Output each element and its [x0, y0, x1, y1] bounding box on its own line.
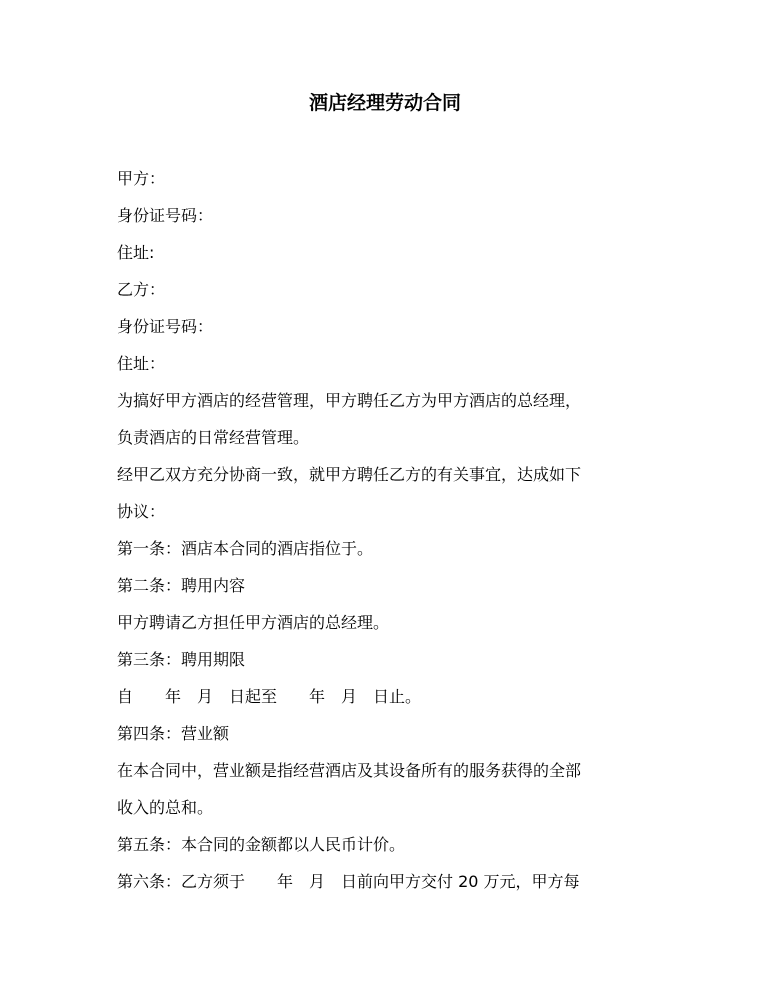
party-a-label: 甲方： [117, 169, 166, 188]
article-3-heading: 第三条：聘用期限 [117, 650, 246, 669]
paragraph-line: 协议： [117, 502, 166, 521]
paragraph-line: 为搞好甲方酒店的经营管理，甲方聘任乙方为甲方酒店的总经理， [117, 391, 582, 410]
article-5: 第五条：本合同的金额都以人民币计价。 [117, 835, 406, 854]
paragraph-line: 在本合同中，营业额是指经营酒店及其设备所有的服务获得的全部 [117, 761, 582, 780]
party-a-id-label: 身份证号码： [117, 206, 214, 225]
document-body [117, 160, 657, 900]
article-1: 第一条：酒店本合同的酒店指位于。 [117, 539, 374, 558]
paragraph-line: 经甲乙双方充分协商一致，就甲方聘任乙方的有关事宜，达成如下 [117, 465, 582, 484]
paragraph-line: 甲方聘请乙方担任甲方酒店的总经理。 [117, 613, 390, 632]
article-4-heading: 第四条：营业额 [117, 724, 230, 743]
party-b-label: 乙方： [117, 280, 166, 299]
article-2-heading: 第二条：聘用内容 [117, 576, 246, 595]
party-b-id-label: 身份证号码： [117, 317, 214, 336]
paragraph-line: 收入的总和。 [117, 798, 214, 817]
paragraph-line: 负责酒店的日常经营管理。 [117, 428, 310, 447]
party-a-address-label: 住址: [117, 243, 155, 262]
article-6: 第六条：乙方须于 年 月 日前向甲方交付 20 万元，甲方每 [117, 872, 580, 891]
paragraph-line: 自 年 月 日起至 年 月 日止。 [117, 687, 422, 706]
document-title: 酒店经理劳动合同 [308, 92, 461, 114]
party-b-address-label: 住址： [117, 354, 166, 373]
